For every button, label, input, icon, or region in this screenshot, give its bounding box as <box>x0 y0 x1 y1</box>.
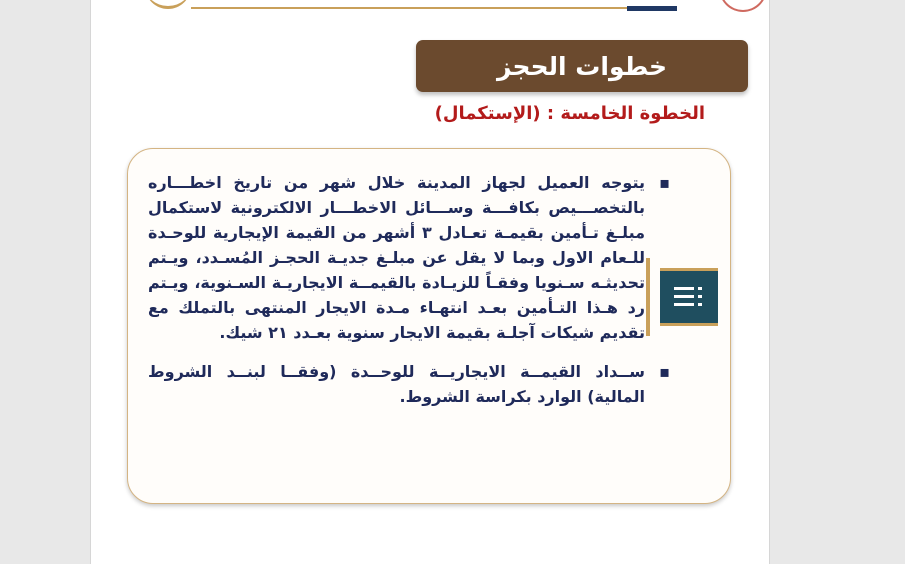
bullet-text: يتوجه العميل لجهاز المدينة خلال شهر من تاريخ اخطـــاره بالتخصـــيص بكافـــة وســـائل الاخطـــار الالكترونية لاستكمال مبلـغ تـأمين بقيمـة تعـادل ٣ أشهر من القيمة الإيجارية للوحـدة للـعام الاول وبما لا يقل عن مبلـغ جديـة الحجـز المُسـدد، ويـتم تحديثـه سـنويا وفقـاً للزيـادة بالقيمــة الايجاريـة السـنوية، ويـتم رد هـذا التـأمين بعـد انتهـاء مـدة الايجار المنتهى بالتملك مع تقديم شيكات آجلـة بقيمة الايجار سنوية بعـدد ٢١ شيك. <box>148 173 646 342</box>
header-divider <box>191 7 629 9</box>
header-divider-accent <box>627 6 677 11</box>
partial-logo-left <box>145 0 191 9</box>
bullet-text: ســداد القيمــة الايجاريــة للوحــدة (وفقــا لبنــد الشروط المالية) الوارد بكراسة الشروط. <box>148 362 645 406</box>
square-bullet-icon: ▪ <box>659 173 670 192</box>
list-item <box>148 170 670 345</box>
square-bullet-icon: ▪ <box>659 362 670 381</box>
icon-accent-bar <box>646 258 650 336</box>
list-document-icon <box>660 268 718 326</box>
step-heading: الخطوة الخامسة : (الإستكمال) <box>434 103 705 124</box>
section-icon-block <box>646 258 720 336</box>
bullet-list <box>148 170 670 409</box>
content-box <box>127 148 731 504</box>
page-title: خطوات الحجز <box>497 51 667 81</box>
partial-logo-right <box>719 0 767 12</box>
page-title-banner <box>416 40 748 92</box>
list-item <box>148 359 670 409</box>
